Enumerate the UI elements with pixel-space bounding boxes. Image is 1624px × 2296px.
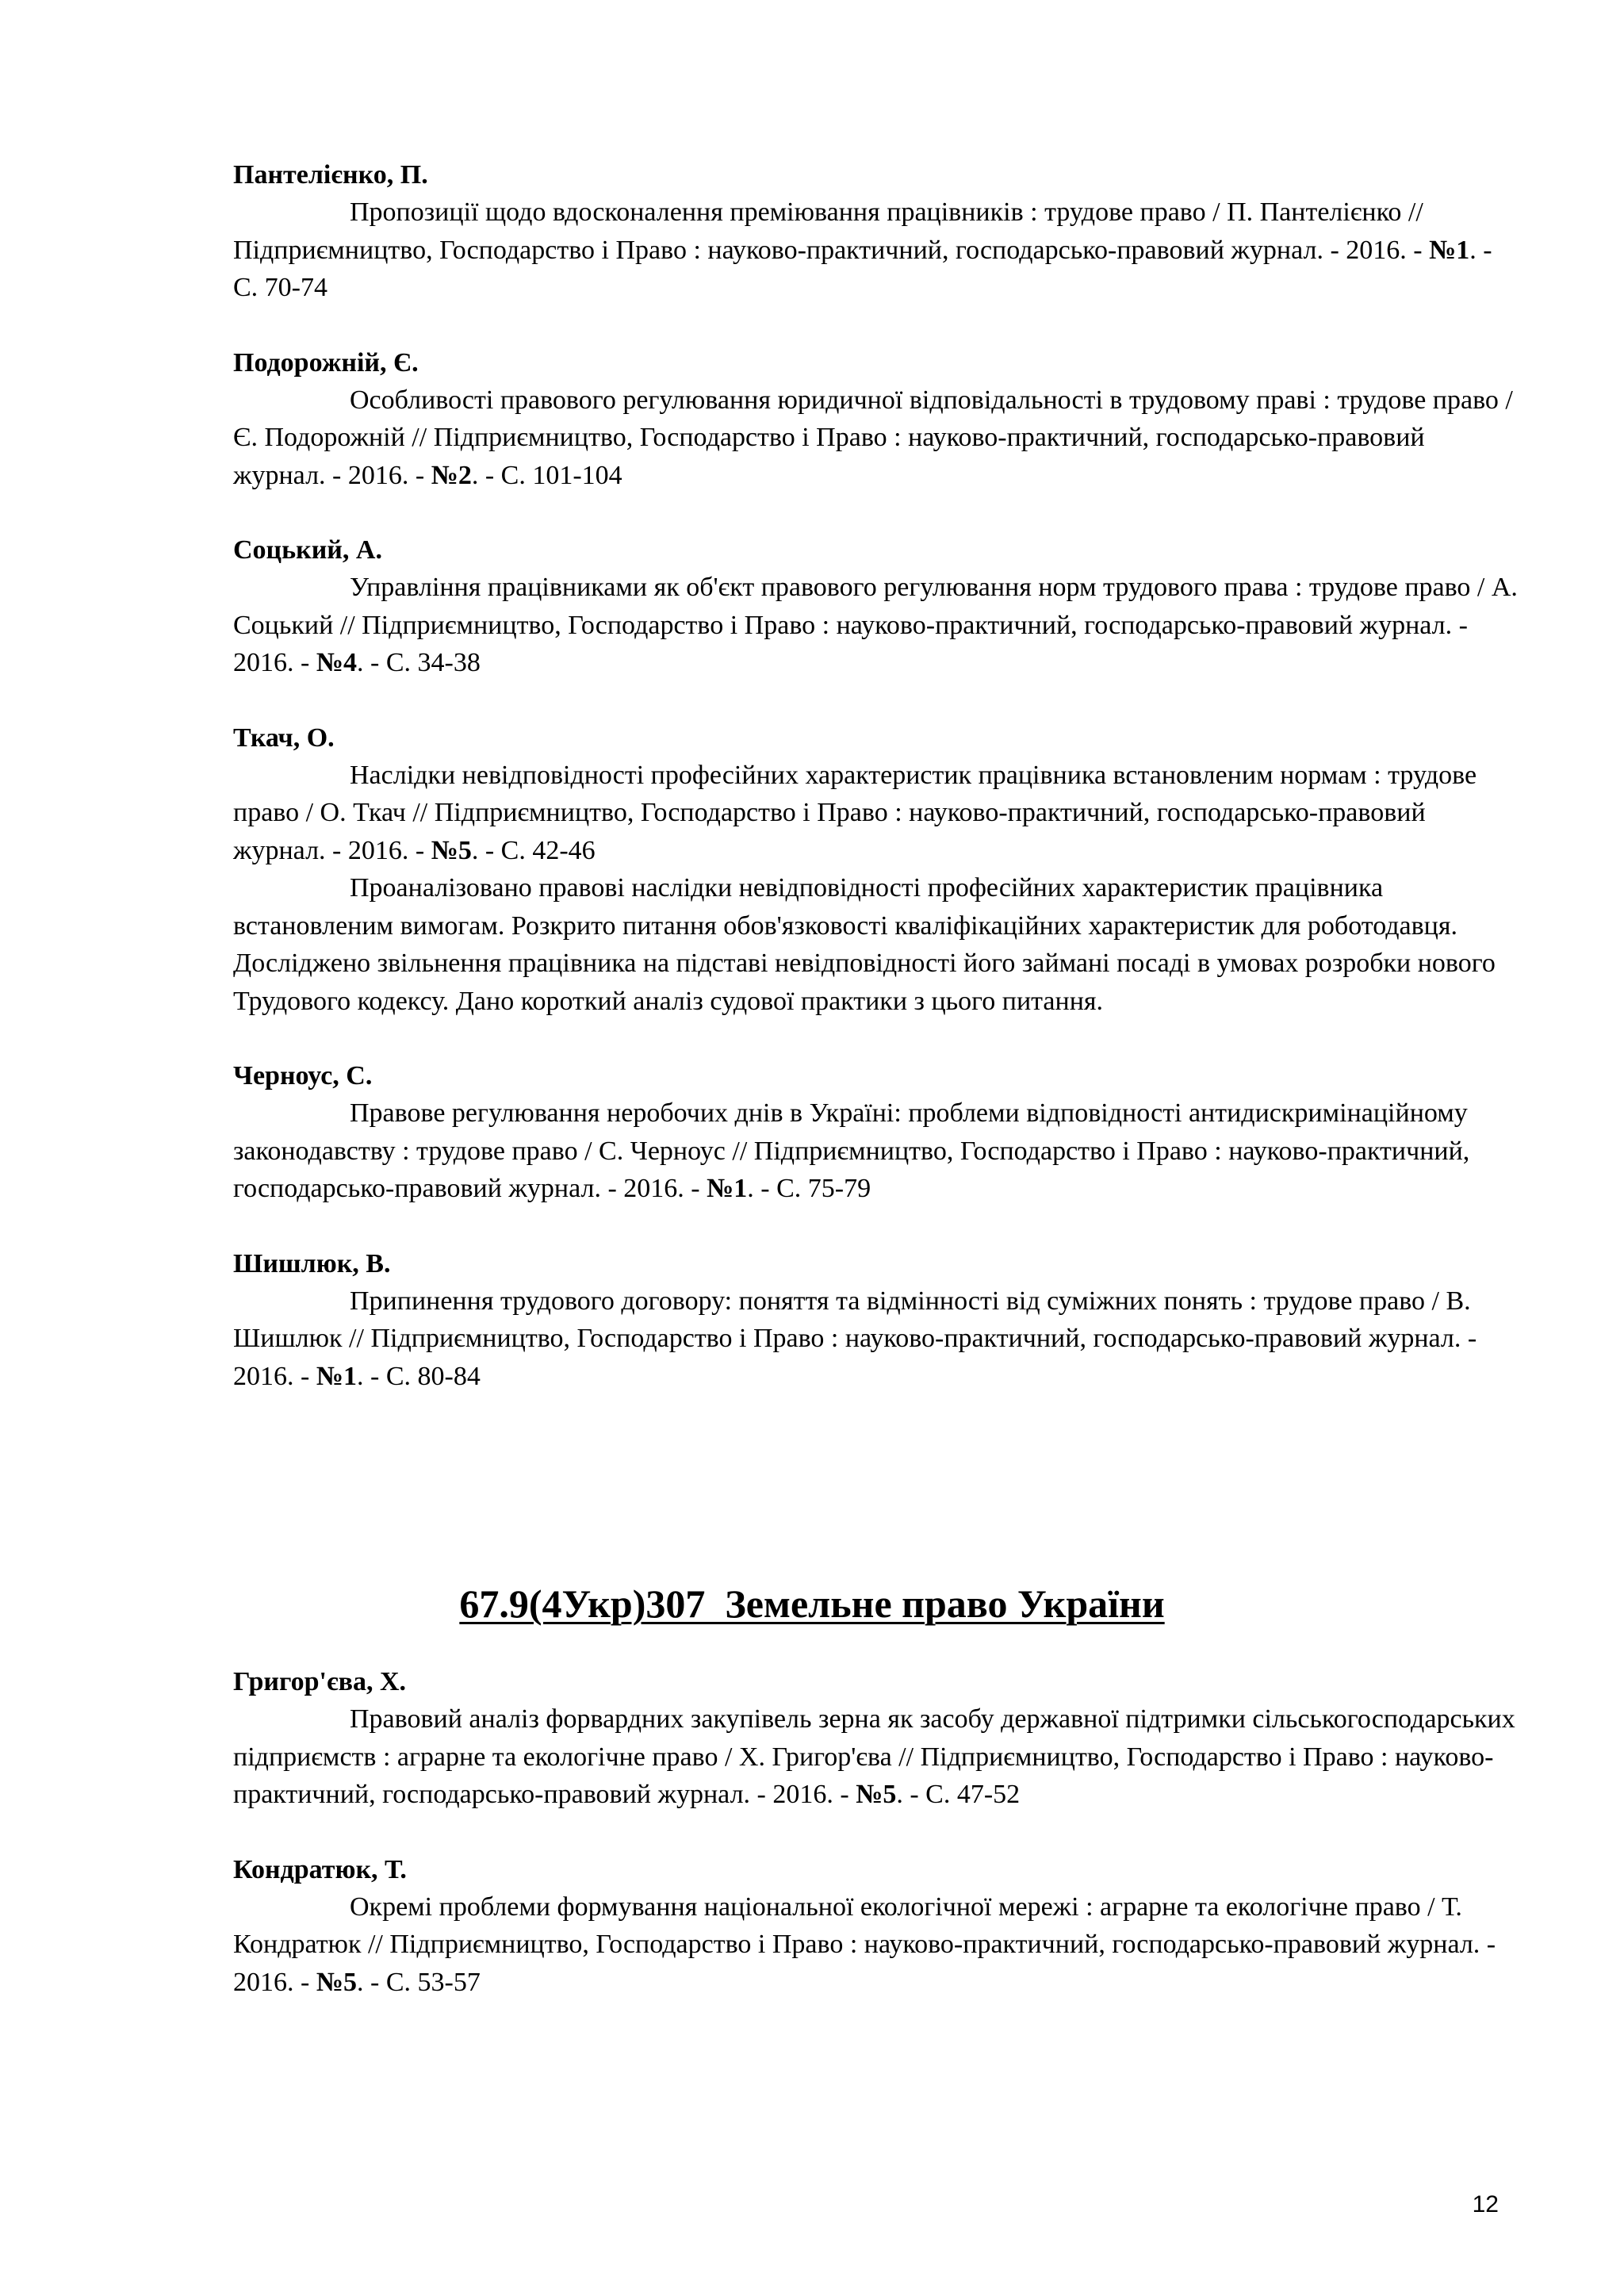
citation-text: Наслідки невідповідності професійних характеристик працівника встановленим нормам : трудове право / О. Ткач // Підприємництво, Господарство і Право : науково-практичний, господарсько-правовий журнал. - 2016. - [233,760,1477,865]
citation-pages: . - С. 80-84 [357,1361,481,1391]
page-number: 12 [1472,2191,1499,2217]
citation-pages: . - С. 47-52 [896,1780,1021,1809]
bibliography-entry [233,1246,1518,1396]
bibliography-entry [233,720,1518,1021]
entry-abstract: Проаналізовано правові наслідки невідповідності професійних характеристик працівника встановленим вимогам. Розкрито питання обов'язковості кваліфікаційних характеристик для роботодавця. Досліджено звільнення працівника на підставі невідповідності його займані посаді в умовах розробки нового Трудового кодексу. Дано короткий аналіз судової практики з цього питання. [233,873,1496,1016]
entry-author: Соцький, А. [233,535,382,565]
entry-author: Подорожній, Є. [233,347,419,378]
citation-pages: . - С. 53-57 [357,1967,481,1997]
citation-issue: №5 [856,1780,897,1809]
section-heading-text: 67.9(4Укр)307 Земельне право України [459,1581,1165,1626]
bibliography-entry [233,157,1518,307]
citation-issue: №1 [316,1361,357,1391]
citation-text: Пропозиції щодо вдосконалення преміювання працівників : трудове право / П. Пантелієнко // Підприємництво, Господарство і Право : науково-практичний, господарсько-правовий журнал. - 2016. - [233,197,1430,265]
entry-citation [233,381,1518,495]
entry-author: Шишлюк, В. [233,1248,391,1278]
citation-pages: . - С. 70-74 [233,235,1492,302]
entry-citation [233,194,1518,307]
citation-text: Правове регулювання неробочих днів в Україні: проблеми відповідності антидискримінаційному законодавству : трудове право / С. Черноус // Підприємництво, Господарство і Право : науково-практичний, господарсько-правовий журнал. - 2016. - [233,1098,1470,1203]
bibliography-entry [233,1664,1518,1814]
entry-citation [233,1700,1518,1814]
citation-issue: №5 [431,835,472,865]
citation-text: Особливості правового регулювання юридичної відповідальності в трудовому праві : трудове право / Є. Подорожній // Підприємництво, Господарство і Право : науково-практичний, господарсько-правовий журнал. - 2016. - [233,385,1513,490]
citation-text: Правовий аналіз форвардних закупівель зерна як засобу державної підтримки сільськогосподарських підприємств : аграрне та екологічне право / Х. Григор'єва // Підприємництво, Господарство і Право : науково-практичний, господарсько-правовий журнал. - 2016. - [233,1704,1515,1809]
citation-text: Управління працівниками як об'єкт правового регулювання норм трудового права : трудове право / А. Соцький // Підприємництво, Господарство і Право : науково-практичний, господарсько-правовий журнал. - 2016. - [233,573,1518,677]
citation-issue: №5 [316,1967,357,1997]
entry-citation [233,1282,1518,1396]
entry-citation [233,1888,1518,2002]
entry-author: Ткач, О. [233,723,335,753]
bibliography-entry [233,345,1518,495]
citation-issue: №1 [1429,235,1470,265]
citation-pages: . - С. 101-104 [471,460,622,490]
entry-author: Григор'єва, Х. [233,1667,407,1696]
bibliography-entry [233,1852,1518,2002]
entry-citation [233,569,1518,682]
citation-pages: . - С. 34-38 [357,648,481,677]
citation-text: Припинення трудового договору: поняття та відмінності від суміжних понять : трудове право / В. Шишлюк // Підприємництво, Господарство і Право : науково-практичний, господарсько-правовий журнал. - 2016. - [233,1286,1477,1391]
entry-author: Пантелієнко, П. [233,160,428,190]
citation-issue: №2 [431,460,472,490]
entry-author: Черноус, С. [233,1061,373,1091]
bibliography-entry [233,532,1518,682]
citation-issue: №1 [707,1174,748,1203]
citation-text: Окремі проблеми формування національної екологічної мережі : аграрне та екологічне право / Т. Кондратюк // Підприємництво, Господарство і Право : науково-практичний, господарсько-правовий журнал. - 2016. - [233,1892,1496,1997]
bibliography-entry [233,1058,1518,1208]
entry-citation [233,757,1518,870]
citation-pages: . - С. 75-79 [747,1174,871,1203]
citation-pages: . - С. 42-46 [471,835,596,865]
section-heading [0,1580,1624,1627]
bibliography-list-labor-law [233,157,1518,1433]
citation-issue: №4 [316,648,357,677]
bibliography-list-land-law [233,1664,1518,2039]
entry-citation [233,1094,1518,1208]
entry-author: Кондратюк, Т. [233,1854,407,1884]
